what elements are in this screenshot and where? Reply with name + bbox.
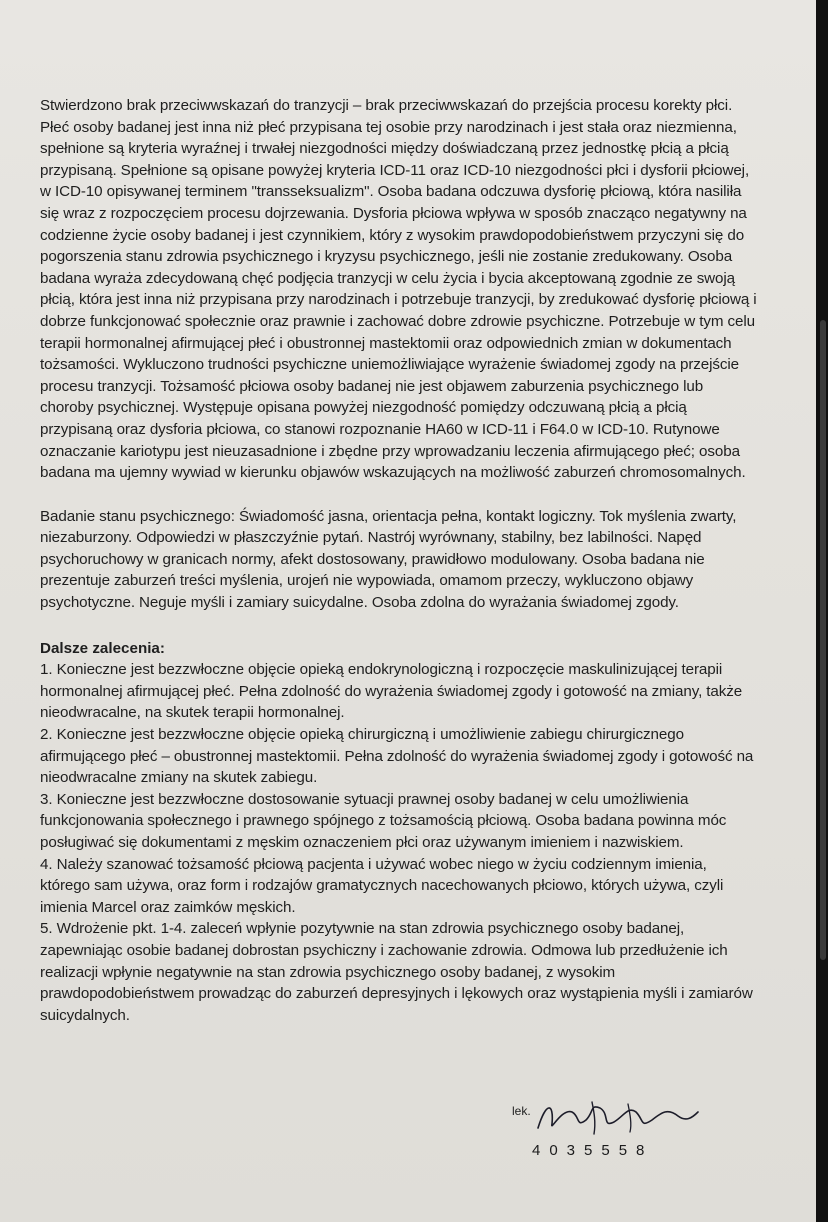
scrollbar[interactable]	[816, 0, 828, 1222]
license-number: 4035558	[532, 1142, 654, 1159]
paragraph-spacer	[40, 484, 760, 506]
paragraph-spacer	[40, 614, 760, 638]
scrollbar-thumb[interactable]	[820, 320, 826, 960]
paragraph-conclusion: Stwierdzono brak przeciwwskazań do tranzycji – brak przeciwwskazań do przejścia procesu korekty płci. Płeć osoby badanej jest inna niż płeć przypisana tej osobie przy narodzinach i jest stała oraz niezmienna, spełnione są kryteria wyraźnej i trwałej niezgodności między doświadczaną przez jednostkę płcią a płcią przypisaną. Spełnione są opisane powyżej kryteria ICD-11 oraz ICD-10 niezgodności płci i dysforii płciowej, w ICD-10 opisywanej terminem "transseksualizm". Osoba badana odczuwa dysforię płciową, która nasiliła się wraz z rozpoczęciem procesu dojrzewania. Dysforia płciowa wpływa w sposób znacząco negatywny na codzienne życie osoby badanej i jest czynnikiem, który z wysokim prawdopodobieństwem przyczyni się do pogorszenia stanu zdrowia psychicznego i kryzysu psychicznego, jeśli nie zostanie zredukowany. Osoba badana wyraża zdecydowaną chęć podjęcia tranzycji w celu życia i bycia akceptowaną zgodnie ze swoją płcią, która jest inna niż przypisana przy narodzinach i potrzebuje tranzycji, by zredukować dysforię płciową i dobrze funkcjonować społecznie oraz prawnie i zachować dobre zdrowie psychiczne. Potrzebuje w tym celu terapii hormonalnej afirmującej płeć i obustronnej mastektomii oraz odpowiednich zmian w dokumentach tożsamości. Wykluczono trudności psychiczne uniemożliwiające wyrażenie świadomej zgody na przejście procesu tranzycji. Tożsamość płciowa osoby badanej nie jest objawem zaburzenia psychicznego lub choroby psychicznej. Występuje opisana powyżej niezgodność pomiędzy odczuwaną płcią a płcią przypisaną oraz dysforia płciowa, co stanowi rozpoznanie HA60 w ICD-11 i F64.0 w ICD-10. Rutynowe oznaczanie kariotypu jest nieuzasadnione i zbędne przy wprowadzaniu leczenia afirmującego płeć; osoba badana ma ujemny wywiad w kierunku objawów wskazujących na możliwość zaburzeń chromosomalnych.	[40, 97, 757, 482]
recommendation-item-2: 2. Konieczne jest bezzwłoczne objęcie opieką chirurgiczną i umożliwienie zabiegu chirurgicznego afirmującego płeć – obustronnej mastektomii. Pełna zdolność do wyrażenia świadomej zgody i gotowość na nieodwracalne zmiany na skutek zabiegu.	[40, 726, 754, 787]
recommendation-item-1: 1. Konieczne jest bezzwłoczne objęcie opieką endokrynologiczną i rozpoczęcie maskulinizującej terapii hormonalnej afirmującej płeć. Pełna zdolność do wyrażenia świadomej zgody i gotowość na zmiany, także nieodwracalne, na skutek terapii hormonalnej.	[40, 661, 743, 722]
recommendation-item-3: 3. Konieczne jest bezzwłoczne dostosowanie sytuacji prawnej osoby badanej w celu umożliwienia funkcjonowania społecznego i prawnego spójnego z tożsamością płciową. Osoba badana powinna móc posługiwać się dokumentami z męskim oznaczeniem płci oraz używanym imieniem i nazwiskiem.	[40, 790, 727, 851]
recommendations-heading: Dalsze zalecenia:	[40, 639, 165, 657]
handwritten-signature	[532, 1098, 702, 1138]
recommendation-item-5: 5. Wdrożenie pkt. 1-4. zaleceń wpłynie pozytywnie na stan zdrowia psychicznego osoby badanej, zapewniając osobie badanej dobrostan psychiczny i zachowanie zdrowia. Odmowa lub przedłużenie ich realizacji wpłynie negatywnie na stan zdrowia psychicznego osoby badanej, z wysokim prawdopodobieństwem prowadząc do zaburzeń depresyjnych i lękowych oraz wystąpienia myśli i zamiarów suicydalnych.	[40, 920, 753, 1024]
signature-block	[512, 1098, 712, 1168]
signature-title-label: lek.	[512, 1104, 531, 1118]
recommendation-item-4: 4. Należy szanować tożsamość płciową pacjenta i używać wobec niego w życiu codziennym imienia, którego sam używa, oraz form i rodzajów gramatycznych nacechowanych płciowo, których używa, czyli imienia Marcel oraz zaimków męskich.	[40, 855, 724, 916]
paragraph-mental-status: Badanie stanu psychicznego: Świadomość jasna, orientacja pełna, kontakt logiczny. Tok myślenia zwarty, niezaburzony. Odpowiedzi w płaszczyźnie pytań. Nastrój wyrównany, stabilny, bez labilności. Napęd psychoruchowy w granicach normy, afekt dostosowany, prawidłowo modulowany. Osoba badana nie prezentuje zaburzeń treści myślenia, urojeń nie wypowiada, omamom przeczy, wykluczono objawy psychotyczne. Neguje myśli i zamiary suicydalne. Osoba zdolna do wyrażania świadomej zgody.	[40, 507, 737, 612]
